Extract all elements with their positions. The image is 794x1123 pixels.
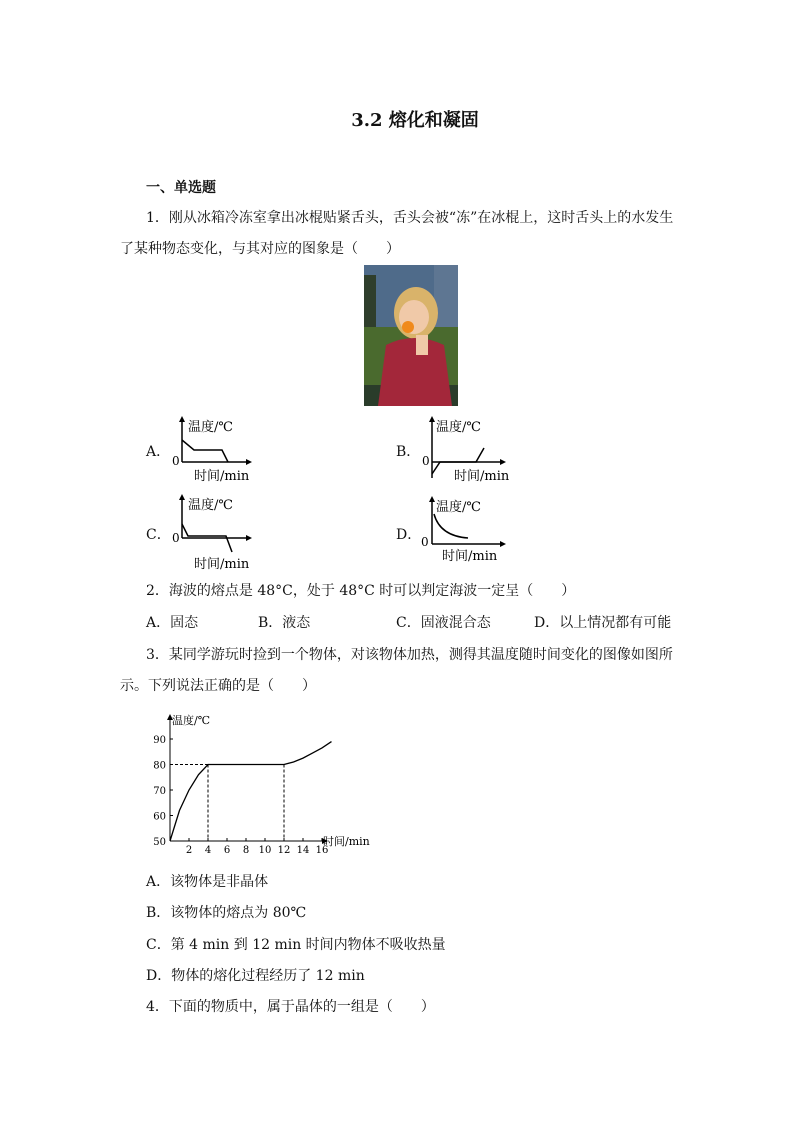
q2-option-b: B．液态 xyxy=(258,615,311,631)
q2-stem: 2．海波的熔点是 48°C，处于 48°C 时可以判定海波一定呈（ ） xyxy=(146,583,576,599)
q1-graph-c-ylabel: 温度/℃ xyxy=(188,498,233,513)
q1-graph-d-origin: 0 xyxy=(421,535,429,549)
y-tick-label: 60 xyxy=(153,811,166,823)
q1-graph-b xyxy=(418,414,518,484)
q1-graph-c xyxy=(166,492,266,572)
q1-graph-d xyxy=(418,494,518,566)
x-tick-label: 10 xyxy=(258,845,272,856)
q1-option-c-label: C． xyxy=(146,527,171,543)
x-tick-label: 16 xyxy=(315,845,329,856)
y-tick-label: 80 xyxy=(153,760,166,772)
q1-graph-a-ylabel: 温度/℃ xyxy=(188,420,233,435)
q1-option-b-label: B． xyxy=(396,444,421,460)
q3-option-b: B．该物体的熔点为 80℃ xyxy=(146,905,307,921)
q1-stem-line1: 1．刚从冰箱冷冻室拿出冰棍贴紧舌头，舌头会被“冻”在冰棍上，这时舌头上的水发生 xyxy=(146,210,674,226)
q3-stem-line2: 示。下列说法正确的是（ ） xyxy=(120,678,316,694)
chart-ylabel: 温度/℃ xyxy=(172,714,211,727)
q1-graph-d-xlabel: 时间/min xyxy=(442,549,498,564)
section-heading: 一、单选题 xyxy=(146,180,216,196)
q1-option-d-label: D． xyxy=(396,527,422,543)
q1-graph-a-origin: 0 xyxy=(172,454,180,468)
x-tick-label: 4 xyxy=(204,845,212,856)
q1-graph-a xyxy=(166,414,266,484)
q3-stem-line1: 3．某同学游玩时捡到一个物体，对该物体加热，测得其温度随时间变化的图像如图所 xyxy=(146,647,673,663)
q1-graph-a-xlabel: 时间/min xyxy=(194,469,250,484)
q3-option-a: A．该物体是非晶体 xyxy=(146,874,269,890)
q3-option-d: D．物体的熔化过程经历了 12 min xyxy=(146,968,365,984)
q1-graph-b-origin: 0 xyxy=(422,454,430,468)
q1-graph-b-xlabel: 时间/min xyxy=(454,469,510,484)
chart-xlabel: 时间/min xyxy=(323,835,370,848)
q1-graph-c-xlabel: 时间/min xyxy=(194,557,250,572)
y-tick-label: 50 xyxy=(153,837,166,848)
q4-stem: 4．下面的物质中，属于晶体的一组是（ ） xyxy=(146,999,435,1015)
q1-graph-d-ylabel: 温度/℃ xyxy=(436,500,481,515)
x-tick-label: 8 xyxy=(242,845,250,856)
q1-stem-line2: 了某种物态变化，与其对应的图象是（ ） xyxy=(120,241,400,257)
y-tick-label: 90 xyxy=(153,735,166,746)
q2-options xyxy=(0,612,794,632)
x-tick-label: 2 xyxy=(185,845,193,856)
q3-option-c: C．第 4 min 到 12 min 时间内物体不吸收热量 xyxy=(146,937,446,953)
page-title: 3.2 熔化和凝固 xyxy=(351,110,479,131)
girl-popsicle-photo xyxy=(364,265,458,406)
q3-temperature-chart xyxy=(140,708,380,858)
x-tick-label: 14 xyxy=(296,845,310,856)
photo-illustration xyxy=(364,265,458,406)
temperature-series-line xyxy=(170,742,332,841)
q2-option-a: A．固态 xyxy=(146,615,199,631)
q2-option-d: D．以上情况都有可能 xyxy=(534,615,672,631)
q1-option-a-label: A． xyxy=(146,444,171,460)
q1-graph-c-origin: 0 xyxy=(172,531,180,545)
q2-option-c: C．固液混合态 xyxy=(396,615,491,631)
x-tick-label: 12 xyxy=(277,845,291,856)
x-tick-label: 6 xyxy=(223,845,231,856)
y-tick-label: 70 xyxy=(153,786,166,797)
q1-graph-b-ylabel: 温度/℃ xyxy=(436,420,481,435)
